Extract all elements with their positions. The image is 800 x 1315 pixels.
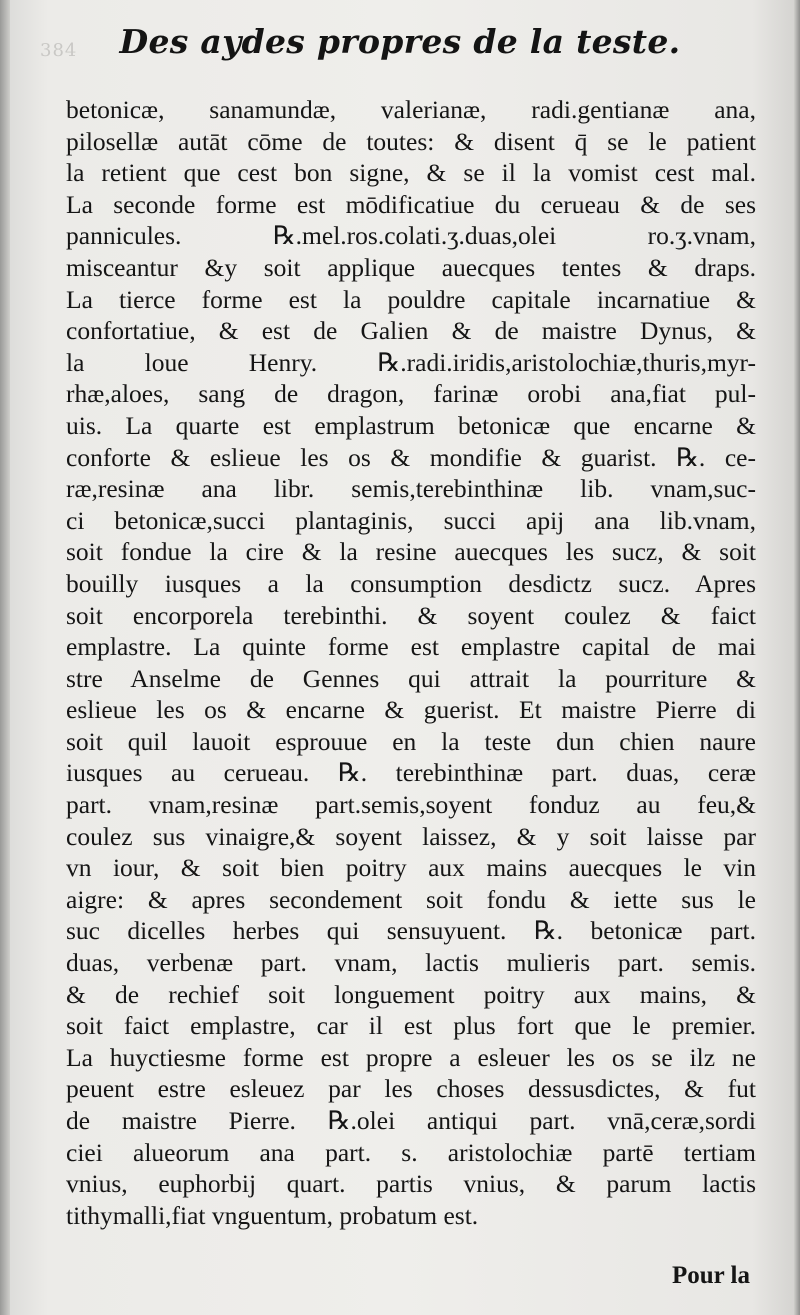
text-line: stre Anselme de Gennes qui attrait la pourriture & [66,663,756,693]
text-line: uis. La quarte est emplastrum betonicæ que encarne & [66,410,756,440]
text-line: misceantur &y soit applique auecques tentes & draps. [66,252,756,282]
text-line: La huyctiesme forme est propre a esleuer les os se ilz ne [66,1042,756,1072]
text-block [66,94,756,1231]
text-line: la loue Henry. ℞.radi.iridis,aristolochiæ,thuris,myr- [66,347,756,377]
text-line: peuent estre esleuez par les choses dessusdictes, & fut [66,1074,756,1104]
text-line: emplastre. La quinte forme est emplastre capital de mai [66,632,756,662]
text-line: rhæ,aloes, sang de dragon, farinæ orobi ana,fiat pul- [66,379,756,409]
text-line: la retient que cest bon signe, & se il la vomist cest mal. [66,158,756,188]
text-line: ræ,resinæ ana libr. semis,terebinthinæ lib. vnam,suc- [66,474,756,504]
bleed-through-page-number: 384 [40,40,78,61]
text-line: eslieue les os & encarne & guerist. Et maistre Pierre di [66,695,756,725]
text-line: vn iour, & soit bien poitry aux mains auecques le vin [66,853,756,883]
text-line: aigre: & apres secondement soit fondu & iette sus le [66,884,756,914]
text-line: duas, verbenæ part. vnam, lactis mulieris part. semis. [66,948,756,978]
text-line: pannicules. ℞.mel.ros.colati.ʒ.duas,olei ro.ʒ.vnam, [66,221,756,251]
text-line: soit fondue la cire & la resine auecques les sucz, & soit [66,537,756,567]
text-line: iusques au cerueau. ℞. terebinthinæ part. duas, ceræ [66,758,756,788]
text-line: soit encorporela terebinthi. & soyent coulez & faict [66,600,756,630]
page-right-edge [794,0,800,1315]
text-line: ciei alueorum ana part. s. aristolochiæ partē tertiam [66,1137,756,1167]
text-line: suc dicelles herbes qui sensuyuent. ℞. betonicæ part. [66,916,756,946]
text-line: La tierce forme est la pouldre capitale incarnatiue & [66,284,756,314]
text-line: ci betonicæ,succi plantaginis, succi apij ana lib.vnam, [66,505,756,535]
text-line: La seconde forme est mōdificatiue du cerueau & de ses [66,189,756,219]
text-line: & de rechief soit longuement poitry aux mains, & [66,979,756,1009]
catchword: Pour la [671,1262,750,1289]
running-head-title: Des aydes propres de la teste. [119,22,681,61]
text-line: confortatiue, & est de Galien & de maistre Dynus, & [66,316,756,346]
text-line: conforte & eslieue les os & mondifie & guarist. ℞. ce- [66,442,756,472]
text-line: betonicæ, sanamundæ, valerianæ, radi.gentianæ ana, [66,95,756,124]
text-line: coulez sus vinaigre,& soyent laissez, & y soit laisse par [66,821,756,851]
text-line: bouilly iusques a la consumption desdictz sucz. Apres [66,568,756,598]
text-line: de maistre Pierre. ℞.olei antiqui part. vnā,ceræ,sordi [66,1106,756,1135]
text-line: part. vnam,resinæ part.semis,soyent fonduz au feu,& [66,790,756,820]
text-line: soit quil lauoit esprouue en la teste dun chien naure [66,726,756,756]
text-line: soit faict emplastre, car il est plus fort que le premier. [66,1011,756,1041]
text-line last-line: tithymalli,fiat vnguentum, probatum est. [66,1200,479,1230]
text-line: pilosellæ autāt cōme de toutes: & disent q̄ se le patient [66,126,756,156]
page-left-edge [0,0,10,1315]
text-line: vnius, euphorbij quart. partis vnius, & parum lactis [66,1169,756,1199]
